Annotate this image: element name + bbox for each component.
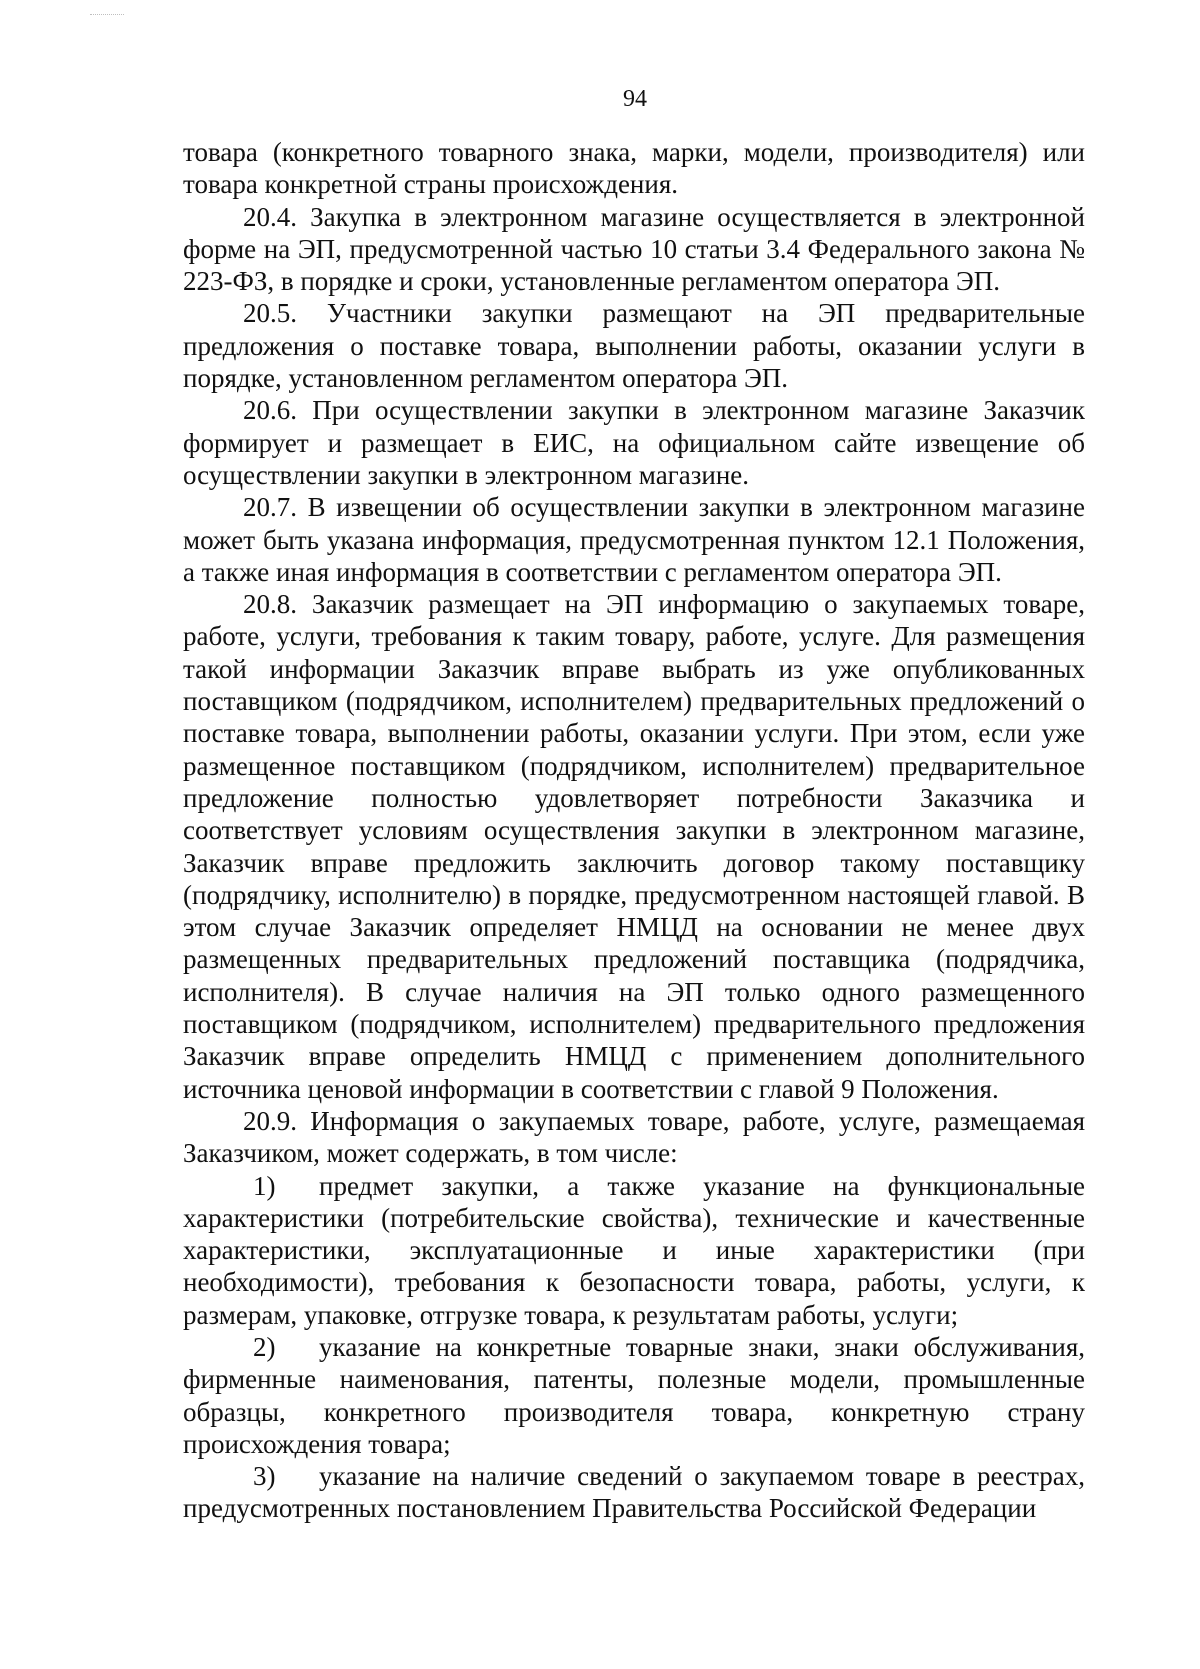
page-number: 94 xyxy=(623,86,647,112)
paragraph-20-6: 20.6. При осуществлении закупки в электронном магазине Заказчик формирует и размещает в ЕИС, на официальном сайте извещение об осуществлении закупки в электронном магазине. xyxy=(183,395,1085,490)
paragraph-continuation: товара (конкретного товарного знака, марки, модели, производителя) или товара конкретной страны происхождения. xyxy=(183,137,1085,200)
list-item-number: 2) xyxy=(253,1331,276,1362)
list-item-text: указание на конкретные товарные знаки, знаки обслуживания, фирменные наименования, патенты, полезные модели, промышленные образцы, конкретного производителя товара, конкретную страну происхождения товара; xyxy=(183,1331,1085,1459)
list-item-number: 3) xyxy=(253,1461,276,1492)
paragraph-20-8: 20.8. Заказчик размещает на ЭП информацию о закупаемых товаре, работе, услуги, требования к таким товару, работе, услуге. Для размещения такой информации Заказчик вправе выбрать из уже опубликованных поставщиком (подрядчиком, исполнителем) предварительных предложений о поставке товара, выполнении работы, оказании услуги. При этом, если уже размещенное поставщиком (подрядчиком, исполнителем) предварительное предложение полностью удовлетворяет потребности Заказчика и соответствует условиям осуществления закупки в электронном магазине, Заказчик вправе предложить заключить договор такому поставщику (подрядчику, исполнителю) в порядке, предусмотренном настоящей главой. В этом случае Заказчик определяет НМЦД на основании не менее двух размещенных предварительных предложений поставщика (подрядчика, исполнителя). В случае наличия на ЭП только одного размещенного поставщиком (подрядчиком, исполнителем) предварительного предложения Заказчик вправе определить НМЦД с применением дополнительного источника ценовой информации в соответствии с главой 9 Положения. xyxy=(183,589,1085,1104)
list-item xyxy=(183,1170,1085,1331)
list-item-number: 1) xyxy=(253,1170,276,1201)
paragraph-20-7: 20.7. В извещении об осуществлении закупки в электронном магазине может быть указана информация, предусмотренная пунктом 12.1 Положения, а также иная информация в соответствии с регламентом оператора ЭП. xyxy=(183,492,1085,587)
list-item xyxy=(183,1460,1085,1525)
list-item-text: предмет закупки, а также указание на функциональные характеристики (потребительские свойства), технические и качественные характеристики, эксплуатационные и иные характеристики (при необходимости), требования к безопасности товара, работы, услуги, к размерам, упаковке, отгрузке товара, к результатам работы, услуги; xyxy=(183,1170,1085,1330)
list-item-text: указание на наличие сведений о закупаемом товаре в реестрах, предусмотренных постановлением Правительства Российской Федерации xyxy=(183,1461,1085,1524)
paragraph-20-5: 20.5. Участники закупки размещают на ЭП предварительные предложения о поставке товара, выполнении работы, оказании услуги в порядке, установленном регламентом оператора ЭП. xyxy=(183,298,1085,394)
document-body xyxy=(183,136,1085,1525)
paragraph-20-4: 20.4. Закупка в электронном магазине осуществляется в электронной форме на ЭП, предусмотренной частью 10 статьи 3.4 Федерального закона № 223-ФЗ, в порядке и сроки, установленные регламентом оператора ЭП. xyxy=(183,201,1085,297)
list-item xyxy=(183,1331,1085,1460)
scan-artifact xyxy=(90,14,124,19)
paragraph-20-9: 20.9. Информация о закупаемых товаре, работе, услуге, размещаемая Заказчиком, может содержать, в том числе: xyxy=(183,1105,1085,1169)
